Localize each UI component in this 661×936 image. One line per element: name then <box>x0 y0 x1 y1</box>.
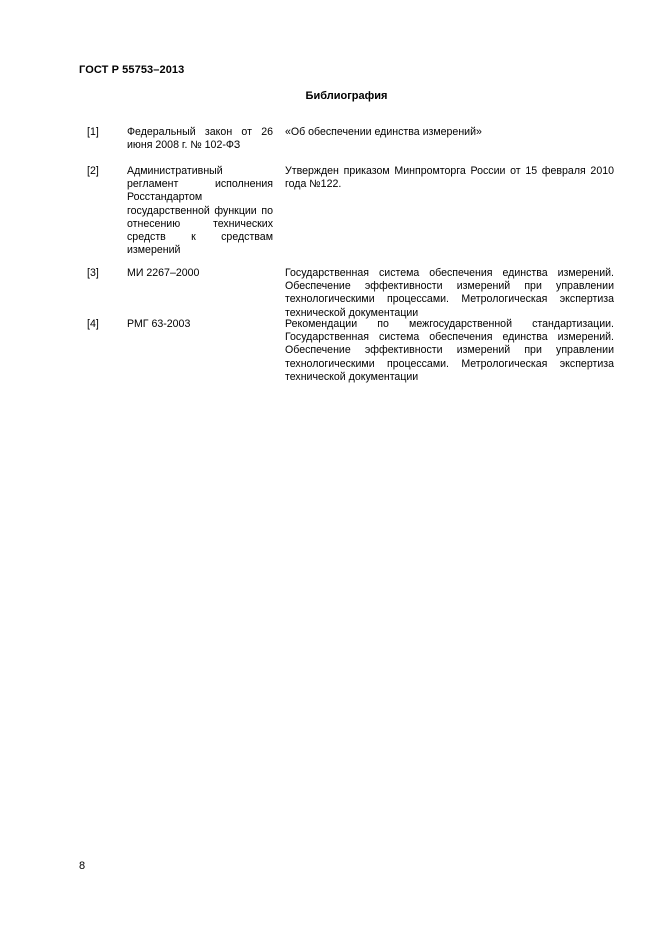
bibliography-title: Библиография <box>305 90 388 102</box>
entry-number: [1] <box>87 126 99 138</box>
entry-number: [2] <box>87 165 99 177</box>
entry-description: Утвержден приказом Минпромторга России от 15 февраля 2010 года №122. <box>285 165 614 191</box>
entry-source: РМГ 63-2003 <box>127 318 191 330</box>
document-code-header: ГОСТ Р 55753–2013 <box>79 64 185 76</box>
entry-number: [4] <box>87 318 99 330</box>
page-number: 8 <box>79 860 86 872</box>
entry-description: Государственная система обеспечения единства измерений. Обеспечение эффективности измерений при управлении технологическими процессами. Метрологическая экспертиза технической документации <box>285 267 614 319</box>
entry-number: [3] <box>87 267 99 279</box>
entry-description: Рекомендации по межгосударственной стандартизации. Государственная система обеспечения единства измерений. Обеспечение эффективности измерений при управлении технологическими процессами. Метрологическая экспертиза технической документации <box>285 318 614 383</box>
entry-source: МИ 2267–2000 <box>127 267 200 279</box>
entry-source: Административный регламент исполнения Росстандартом государственной функции по отнесению технических средств к средствам измерений <box>127 165 273 257</box>
entry-description: «Об обеспечении единства измерений» <box>285 126 482 138</box>
entry-source: Федеральный закон от 26 июня 2008 г. № 102-ФЗ <box>127 126 273 152</box>
